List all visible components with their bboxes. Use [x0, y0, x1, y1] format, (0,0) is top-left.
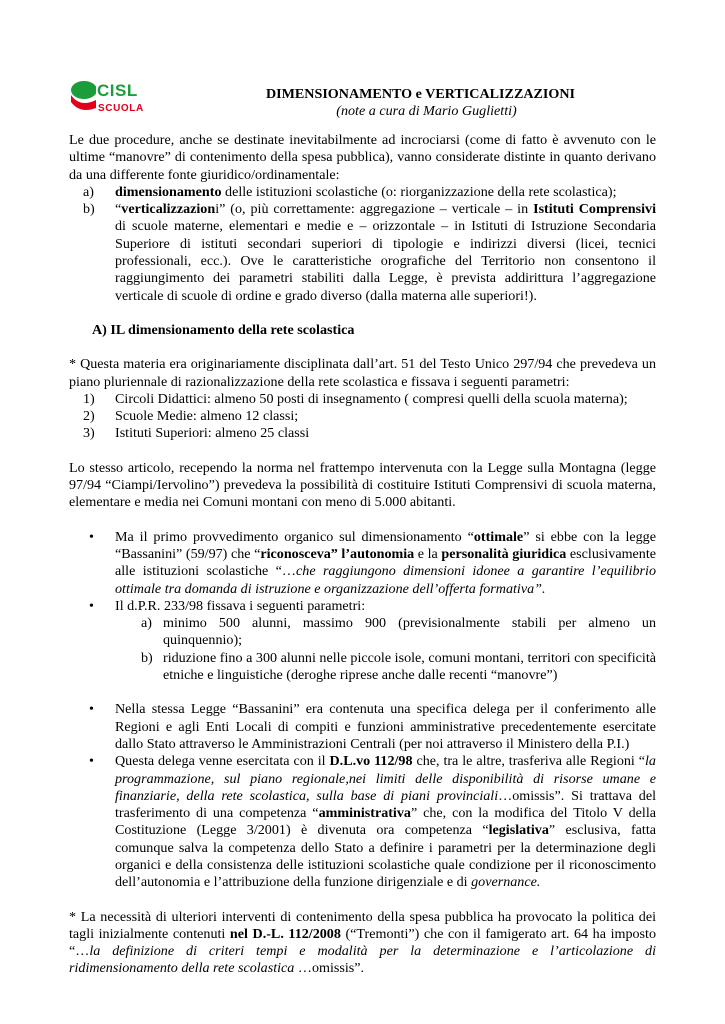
document-subtitle: (note a cura di Mario Guglietti): [336, 103, 517, 120]
bold-term: amministrativa: [318, 805, 411, 822]
list-text: di scuole materne, elementari e medie e – orizzontale – in Istituti di Istruzione Secondaria Superiore di istituti secondari superiori di tipologie e indirizzi diversi (licei, tecnici professionali, ecc.). Ove le caratteristiche orografiche del Territorio non consentono il raggiungimento dei parametri stabiliti dalla Legge, è prevista addirittura l’aggregazione verticale di scuole di ordine e grado diverso (dalla materna alle superiori!).: [115, 218, 656, 304]
bullet-item-dpr: [69, 598, 656, 615]
bold-term: riconosceva” l’autonomia: [260, 545, 415, 562]
bullet-text: Ma il primo provvedimento organico sul dimensionamento “: [115, 528, 474, 545]
bullet-item-bassanini: [69, 529, 656, 598]
paragraph-text: * La necessità di ulteriori interventi di contenimento della spesa pubblica ha provocato la politica dei tagli inizialmente contenuti: [69, 908, 656, 942]
list-text: minimo 500 alunni, massimo 900 (previsionalmente stabili per almeno un quinquennio);: [163, 615, 656, 649]
list-marker: b): [83, 201, 95, 218]
sub-item-b: [69, 650, 656, 685]
bullet-icon: •: [89, 528, 94, 545]
list-item-param-1: [69, 391, 656, 408]
bullet-text: ” che, con la modifica del Titolo V della Costituzione (Legge 3/2001) è divenuta ora competenza “: [115, 805, 656, 839]
list-text: Circoli Didattici: almeno 50 posti di insegnamento ( compresi quelli della scuola materna);: [115, 390, 628, 407]
paragraph-montagna: Lo stesso articolo, recependo la norma nel frattempo intervenuta con la Legge sulla Montagna (legge 97/94 “Ciampi/Iervolino”) prevedeva la possibilità di costituire Istituti Comprensivi di scuola materna, elementare e media nei Comuni montani con meno di 5.000 abitanti.: [69, 459, 656, 511]
list-text: riduzione fino a 300 alunni nelle piccole isole, comuni montani, territori con specificità etniche e linguistiche (deroghe riprese anche dalle recenti “manovre”): [163, 649, 656, 684]
bullet-icon: •: [89, 753, 94, 770]
list-text: i” (o, più correttamente: aggregazione – verticale – in: [215, 201, 534, 218]
list-text: Istituti Superiori: almeno 25 classi: [115, 425, 310, 442]
bullet-item-dlvo: [69, 753, 656, 891]
italic-term: governance.: [471, 874, 541, 891]
section-heading-a: A) IL dimensionamento della rete scolastica: [92, 321, 355, 338]
bullet-icon: •: [89, 701, 94, 718]
intro-paragraph: Le due procedure, anche se destinate inevitabilmente ad incrociarsi (come di fatto è avvenuto con le ultime “manovre” di contenimento della spesa pubblica), vanno considerate distinte in quanto derivano da una differente fonte giuridico/ordinamentale:: [69, 132, 656, 183]
italic-quote: la programmazione, sul piano regionale,nei limiti delle disponibilità di risorse umane e finanziarie, della rete scolastica, sulla base di piani provinciali: [115, 753, 656, 804]
bullet-text: Nella stessa Legge “Bassanini” era contenuta una specifica delega per il conferimento alle Regioni e agli Enti Locali di compiti e funzioni amministrative precedentemente esercitate dallo Stato attraverso le Amministrazioni Centrali (per noi attraverso il Ministero della P.I.): [115, 701, 656, 752]
bold-term: personalità giuridica: [441, 545, 567, 562]
term-verticalizzazioni: verticalizzazion: [121, 201, 216, 218]
paragraph-text: …omissis”.: [294, 960, 365, 977]
list-item-a: [69, 184, 656, 201]
list-marker: 1): [83, 390, 95, 407]
list-text: delle istituzioni scolastiche (o: riorganizzazione della rete scolastica);: [221, 183, 617, 200]
list-item-param-3: [69, 425, 656, 442]
list-marker: a): [141, 615, 152, 632]
italic-quote: che raggiungono dimensioni idonee a garantire l’equilibrio ottimale tra domanda di istruzione e organizzazione dell’offerta formativa”.: [115, 563, 656, 597]
document-title: DIMENSIONAMENTO e VERTICALIZZAZIONI: [265, 86, 576, 102]
list-marker: 2): [83, 408, 95, 425]
list-item-param-2: [69, 408, 656, 425]
bullet-text: Il d.P.R. 233/98 fissava i seguenti parametri:: [115, 597, 366, 614]
list-item-b: [69, 201, 656, 305]
paragraph-text: (“Tremonti”) che con il famigerato art. 64 ha imposto “…: [69, 925, 656, 960]
bullet-text: ” esclusiva, fatta comunque salva la competenza dello Stato a definire i parametri per la determinazione degli organici e della consistenza delle istituzioni scolastiche quale condizione per il riconoscimento dell’autonomia e l’attribuzione della funzione dirigenziale e di: [115, 822, 656, 891]
bullet-text: …omissis”. Si trattava del trasferimento di una competenza “: [115, 787, 656, 822]
term-dimensionamento: dimensionamento: [115, 183, 222, 200]
bold-term: nel D.-L. 112/2008: [229, 925, 341, 942]
logo-sub: SCUOLA: [98, 103, 144, 114]
paragraph-testo-unico: * Questa materia era originariamente disciplinata dall’art. 51 del Testo Unico 297/94 che prevedeva un piano pluriennale di razionalizzazione della rete scolastica e fissava i seguenti parametri:: [69, 356, 656, 390]
list-marker: a): [83, 183, 94, 200]
bullet-item-delega: [69, 701, 656, 753]
sub-item-a: [69, 615, 656, 650]
quote-mark: “: [115, 201, 122, 218]
italic-quote: la definizione di criteri tempi e modalità per la determinazione e l’articolazione di ridimensionamento della rete scolastica: [69, 943, 656, 977]
document-header: [69, 86, 656, 121]
bullet-text: esclusivamente alle istituzioni scolastiche “…: [115, 545, 657, 580]
bold-term: legislativa: [488, 822, 549, 839]
term-istituti-comprensivi: Istituti Comprensivi: [533, 201, 656, 218]
bullet-icon: •: [89, 597, 94, 614]
bullet-text: ” si ebbe con la legge “Bassanini” (59/97) che “: [115, 528, 656, 562]
paragraph-tremonti: [69, 909, 656, 978]
logo-brand: CISL: [97, 81, 138, 100]
bullet-text: che, tra le altre, trasferiva alle Regioni “: [412, 753, 646, 770]
list-marker: b): [141, 649, 153, 666]
list-marker: 3): [83, 425, 95, 442]
bold-term: ottimale: [473, 528, 524, 545]
bullet-text: e la: [414, 545, 442, 562]
bullet-text: Questa delega venne esercitata con il: [115, 753, 330, 770]
document-body: [69, 132, 656, 978]
bold-term: D.L.vo 112/98: [329, 753, 413, 770]
list-text: Scuole Medie: almeno 12 classi;: [115, 408, 299, 425]
